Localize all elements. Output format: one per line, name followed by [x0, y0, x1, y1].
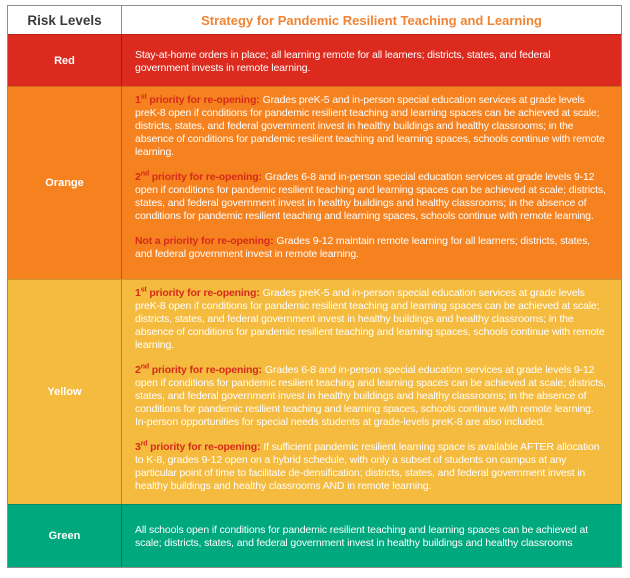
yellow-priority-2-body: Grades 6-8 and in-person special education services at grade levels 9-12 open if conditions for pandemic resilient teaching and learning spaces can be achieved at scale; districts, states, and federal government invest in healthy buildings and healthy classrooms; in the absence of conditions for pandemic resilient teaching and learning spaces, schools continue with remote learning. In-person opportunities for special needs students at grade-levels preK-8 are also included. [135, 364, 606, 428]
red-strategy-cell [122, 35, 621, 86]
risk-label-orange: Orange [8, 87, 122, 279]
yellow-strategy-cell [122, 280, 621, 504]
table-row-orange [8, 86, 621, 279]
risk-label-yellow: Yellow [8, 280, 122, 504]
risk-levels-header: Risk Levels [8, 6, 122, 34]
green-strategy-cell [122, 505, 621, 567]
yellow-priority-3-body: If sufficient pandemic resilient learning space is available AFTER allocation to K-8, grades 9-12 open on a hybrid schedule, with only a subset of students on campus at any particular point of time to facilitate de-densification; districts, states, and federal government invest in healthy buildings and healthy classrooms AND in remote learning. [135, 441, 600, 492]
priority-1-label: 1st priority for re-opening: [135, 93, 260, 106]
orange-not-priority-body: Grades 9-12 maintain remote learning for all learners; districts, states, and federal government invest in remote learning. [135, 235, 590, 260]
red-strategy-body: Stay-at-home orders in place; all learning remote for all learners; districts, states, and federal government invests in remote learning. [135, 48, 551, 74]
priority-2-label: 2nd priority for re-opening: [135, 170, 262, 183]
table-row-red [8, 34, 621, 86]
orange-not-priority-paragraph [135, 235, 607, 261]
table-header-row [8, 6, 621, 34]
risk-strategy-table [7, 5, 622, 568]
orange-priority-2-paragraph [135, 171, 607, 223]
priority-3-label: 3rd priority for re-opening: [135, 440, 261, 453]
green-strategy-body: All schools open if conditions for pandemic resilient teaching and learning spaces can be achieved at scale; districts, states, and federal government invest in healthy buildings and healthy classrooms [135, 524, 588, 549]
orange-strategy-cell [122, 87, 621, 279]
orange-priority-2-body: Grades 6-8 and in-person special education services at grade levels 9-12 open if conditions for pandemic resilient teaching and learning spaces can be achieved at scale; districts, states, and federal government invest in healthy buildings and healthy classrooms; in the absence of conditions for pandemic resilient teaching and learning spaces, schools continue with remote learning. [135, 171, 606, 222]
risk-label-red: Red [8, 35, 122, 86]
red-strategy-paragraph [135, 49, 607, 75]
yellow-priority-3-paragraph [135, 441, 607, 493]
priority-1-label: 1st priority for re-opening: [135, 286, 260, 299]
yellow-priority-1-paragraph [135, 287, 607, 352]
strategy-header-title: Strategy for Pandemic Resilient Teaching and Learning [201, 12, 542, 28]
priority-2-label: 2nd priority for re-opening: [135, 363, 262, 376]
table-row-yellow [8, 279, 621, 504]
orange-priority-1-body: Grades preK-5 and in-person special education services at grade levels preK-8 open if conditions for pandemic resilient teaching and learning spaces can be achieved at scale; districts, states, and federal government invest in healthy buildings and healthy classrooms; in the absence of conditions for pandemic resilient teaching and learning spaces, schools continue with remote learning. [135, 94, 605, 158]
not-a-priority-label: Not a priority for re-opening: [135, 235, 274, 247]
yellow-priority-2-paragraph [135, 364, 607, 429]
yellow-priority-1-body: Grades preK-5 and in-person special education services at grade levels preK-8 open if conditions for pandemic resilient teaching and learning spaces can be achieved at scale; districts, states, and federal government invest in healthy buildings and healthy classrooms; in the absence of conditions for pandemic resilient teaching and learning spaces, schools continue with remote learning. [135, 287, 605, 351]
green-strategy-paragraph [135, 524, 607, 550]
orange-priority-1-paragraph [135, 94, 607, 159]
risk-label-green: Green [8, 505, 122, 567]
table-row-green [8, 504, 621, 567]
